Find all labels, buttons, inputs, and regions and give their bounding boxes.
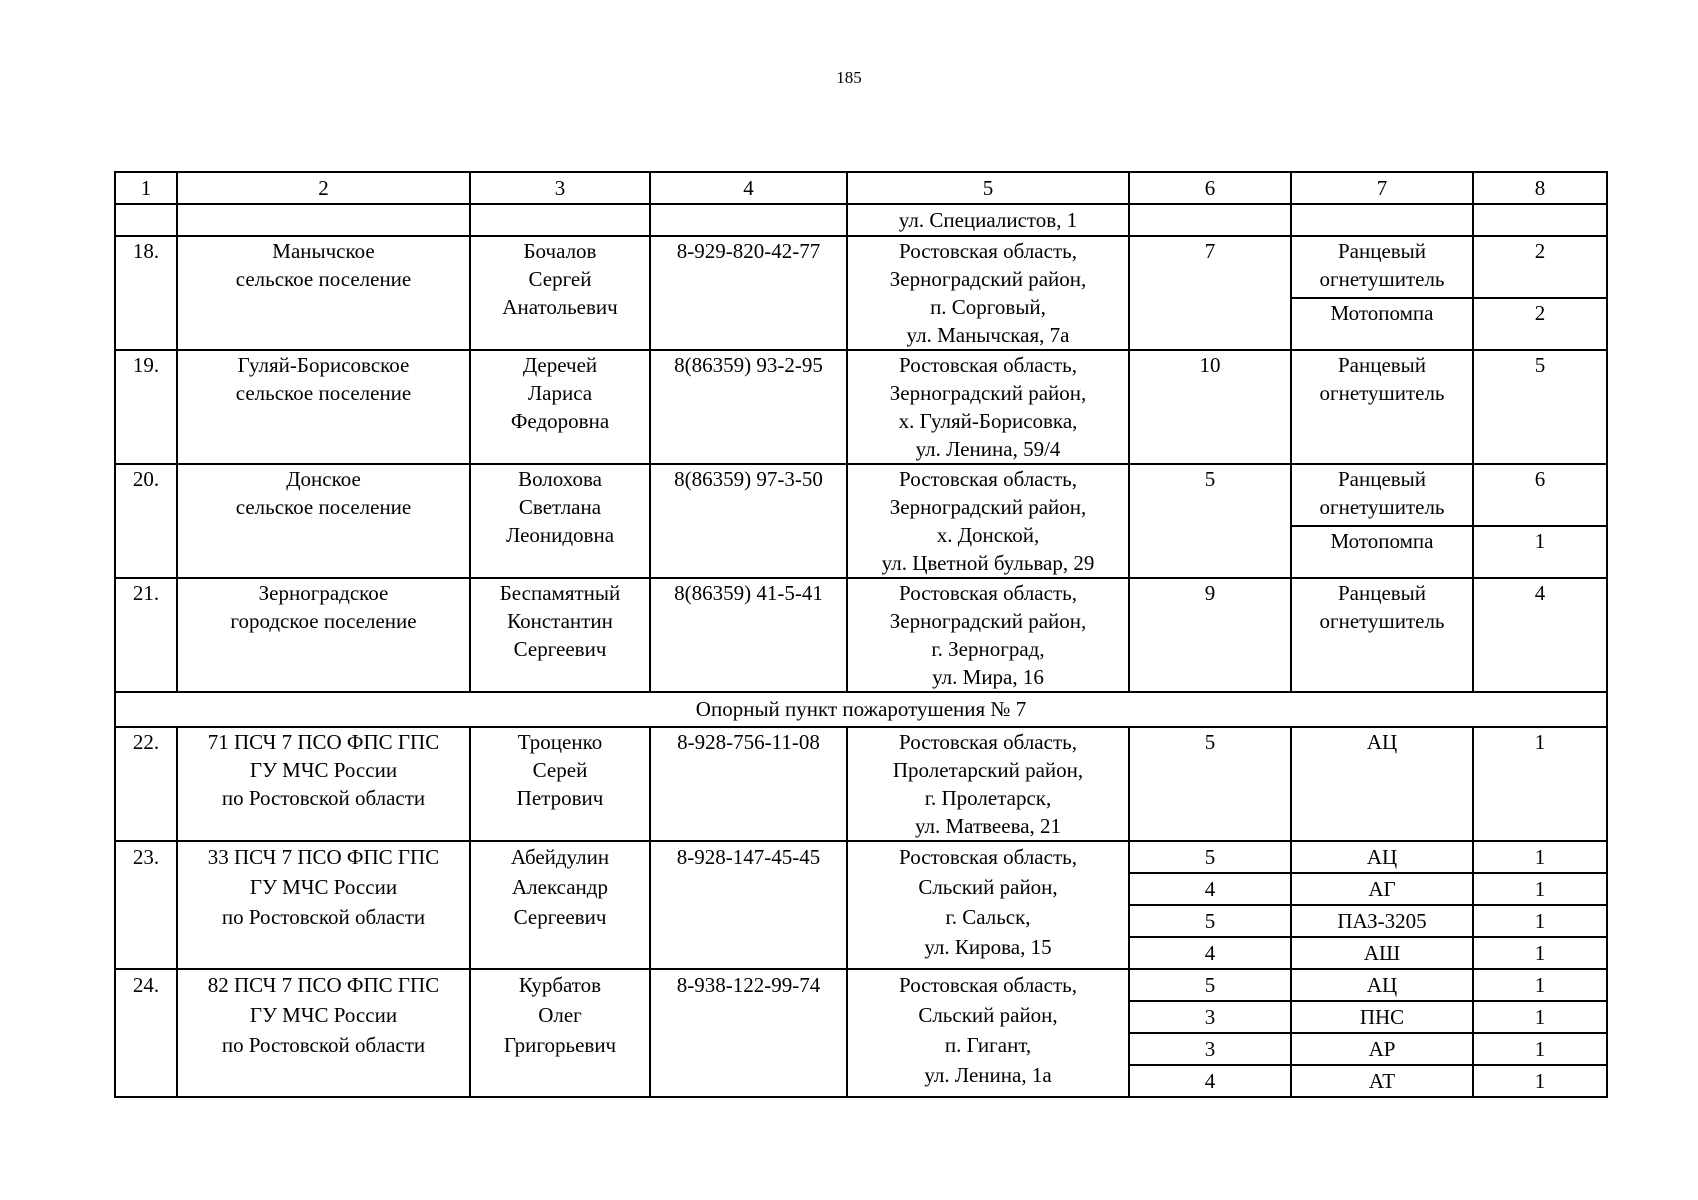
responsible-person: Курбатов Олег Григорьевич <box>470 969 650 1097</box>
address-cell: Ростовская область, Сльский район, п. Гигант, ул. Ленина, 1а <box>847 969 1129 1097</box>
address-cell: Ростовская область, Зерноградский район, х. Гуляй-Борисовка, ул. Ленина, 59/4 <box>847 350 1129 464</box>
staff-count: 10 <box>1129 350 1291 464</box>
phone-number: 8-928-756-11-08 <box>650 727 847 841</box>
settlement-name: Зерноградское городское поселение <box>177 578 470 692</box>
table-row <box>115 578 1607 692</box>
empty-cell <box>115 204 177 236</box>
equipment-count: 2 <box>1473 298 1607 350</box>
staff-count: 4 <box>1129 1065 1291 1097</box>
settlement-name: Манычское сельское поселение <box>177 236 470 350</box>
data-table <box>114 171 1608 1098</box>
staff-count: 3 <box>1129 1001 1291 1033</box>
equipment-type: Мотопомпа <box>1291 298 1473 350</box>
row-number: 20. <box>115 464 177 578</box>
table-row <box>115 841 1607 873</box>
phone-number: 8(86359) 93-2-95 <box>650 350 847 464</box>
section-row <box>115 692 1607 727</box>
empty-cell <box>1473 204 1607 236</box>
staff-count: 3 <box>1129 1033 1291 1065</box>
equipment-count: 1 <box>1473 526 1607 578</box>
equipment-count: 5 <box>1473 350 1607 464</box>
staff-count: 5 <box>1129 841 1291 873</box>
address-cell: ул. Специалистов, 1 <box>847 204 1129 236</box>
settlement-name: Гуляй-Борисовское сельское поселение <box>177 350 470 464</box>
staff-count: 5 <box>1129 905 1291 937</box>
equipment-count: 6 <box>1473 464 1607 526</box>
row-number: 24. <box>115 969 177 1097</box>
vehicle-type: АШ <box>1291 937 1473 969</box>
equipment-type: Ранцевый огнетушитель <box>1291 350 1473 464</box>
responsible-person: Абейдулин Александр Сергеевич <box>470 841 650 969</box>
vehicle-count: 1 <box>1473 969 1607 1001</box>
vehicle-type: АГ <box>1291 873 1473 905</box>
section-title: Опорный пункт пожаротушения № 7 <box>115 692 1607 727</box>
unit-name: 82 ПСЧ 7 ПСО ФПС ГПС ГУ МЧС России по Ростовской области <box>177 969 470 1097</box>
table-row <box>115 969 1607 1001</box>
phone-number: 8-928-147-45-45 <box>650 841 847 969</box>
equipment-count: 2 <box>1473 236 1607 298</box>
vehicle-count: 1 <box>1473 1065 1607 1097</box>
address-cell: Ростовская область, Зерноградский район, п. Сорговый, ул. Манычская, 7а <box>847 236 1129 350</box>
row-number: 23. <box>115 841 177 969</box>
vehicle-type: АЦ <box>1291 727 1473 841</box>
address-cell: Ростовская область, Зерноградский район, х. Донской, ул. Цветной бульвар, 29 <box>847 464 1129 578</box>
header-cell-1: 1 <box>115 172 177 204</box>
responsible-person: Беспамятный Константин Сергеевич <box>470 578 650 692</box>
empty-cell <box>470 204 650 236</box>
equipment-type: Ранцевый огнетушитель <box>1291 578 1473 692</box>
header-cell-5: 5 <box>847 172 1129 204</box>
header-cell-3: 3 <box>470 172 650 204</box>
vehicle-type: АЦ <box>1291 969 1473 1001</box>
page-number: 185 <box>836 68 862 87</box>
vehicle-count: 1 <box>1473 905 1607 937</box>
table-row <box>115 350 1607 464</box>
staff-count: 9 <box>1129 578 1291 692</box>
equipment-type: Мотопомпа <box>1291 526 1473 578</box>
vehicle-type: АТ <box>1291 1065 1473 1097</box>
header-cell-2: 2 <box>177 172 470 204</box>
header-cell-7: 7 <box>1291 172 1473 204</box>
address-cell: Ростовская область, Зерноградский район, г. Зерноград, ул. Мира, 16 <box>847 578 1129 692</box>
phone-number: 8(86359) 41-5-41 <box>650 578 847 692</box>
header-row <box>115 172 1607 204</box>
staff-count: 4 <box>1129 873 1291 905</box>
responsible-person: Троценко Серей Петрович <box>470 727 650 841</box>
table-row <box>115 464 1607 526</box>
empty-cell <box>650 204 847 236</box>
responsible-person: Волохова Светлана Леонидовна <box>470 464 650 578</box>
row-number: 18. <box>115 236 177 350</box>
responsible-person: Деречей Лариса Федоровна <box>470 350 650 464</box>
vehicle-count: 1 <box>1473 727 1607 841</box>
vehicle-type: АР <box>1291 1033 1473 1065</box>
table-row <box>115 727 1607 841</box>
row-number: 19. <box>115 350 177 464</box>
phone-number: 8-938-122-99-74 <box>650 969 847 1097</box>
phone-number: 8(86359) 97-3-50 <box>650 464 847 578</box>
continuation-row <box>115 204 1607 236</box>
header-cell-6: 6 <box>1129 172 1291 204</box>
vehicle-type: ПНС <box>1291 1001 1473 1033</box>
staff-count: 5 <box>1129 464 1291 578</box>
address-cell: Ростовская область, Сльский район, г. Сальск, ул. Кирова, 15 <box>847 841 1129 969</box>
equipment-count: 4 <box>1473 578 1607 692</box>
header-cell-8: 8 <box>1473 172 1607 204</box>
empty-cell <box>1291 204 1473 236</box>
table-row <box>115 236 1607 298</box>
empty-cell <box>1129 204 1291 236</box>
row-number: 21. <box>115 578 177 692</box>
staff-count: 4 <box>1129 937 1291 969</box>
row-number: 22. <box>115 727 177 841</box>
empty-cell <box>177 204 470 236</box>
staff-count: 7 <box>1129 236 1291 350</box>
settlement-name: Донское сельское поселение <box>177 464 470 578</box>
address-cell: Ростовская область, Пролетарский район, г. Пролетарск, ул. Матвеева, 21 <box>847 727 1129 841</box>
header-cell-4: 4 <box>650 172 847 204</box>
unit-name: 71 ПСЧ 7 ПСО ФПС ГПС ГУ МЧС России по Ростовской области <box>177 727 470 841</box>
staff-count: 5 <box>1129 969 1291 1001</box>
vehicle-count: 1 <box>1473 1033 1607 1065</box>
vehicle-count: 1 <box>1473 841 1607 873</box>
vehicle-count: 1 <box>1473 873 1607 905</box>
vehicle-count: 1 <box>1473 937 1607 969</box>
responsible-person: Бочалов Сергей Анатольевич <box>470 236 650 350</box>
vehicle-count: 1 <box>1473 1001 1607 1033</box>
staff-count: 5 <box>1129 727 1291 841</box>
equipment-type: Ранцевый огнетушитель <box>1291 464 1473 526</box>
phone-number: 8-929-820-42-77 <box>650 236 847 350</box>
vehicle-type: ПАЗ-3205 <box>1291 905 1473 937</box>
equipment-type: Ранцевый огнетушитель <box>1291 236 1473 298</box>
vehicle-type: АЦ <box>1291 841 1473 873</box>
unit-name: 33 ПСЧ 7 ПСО ФПС ГПС ГУ МЧС России по Ростовской области <box>177 841 470 969</box>
